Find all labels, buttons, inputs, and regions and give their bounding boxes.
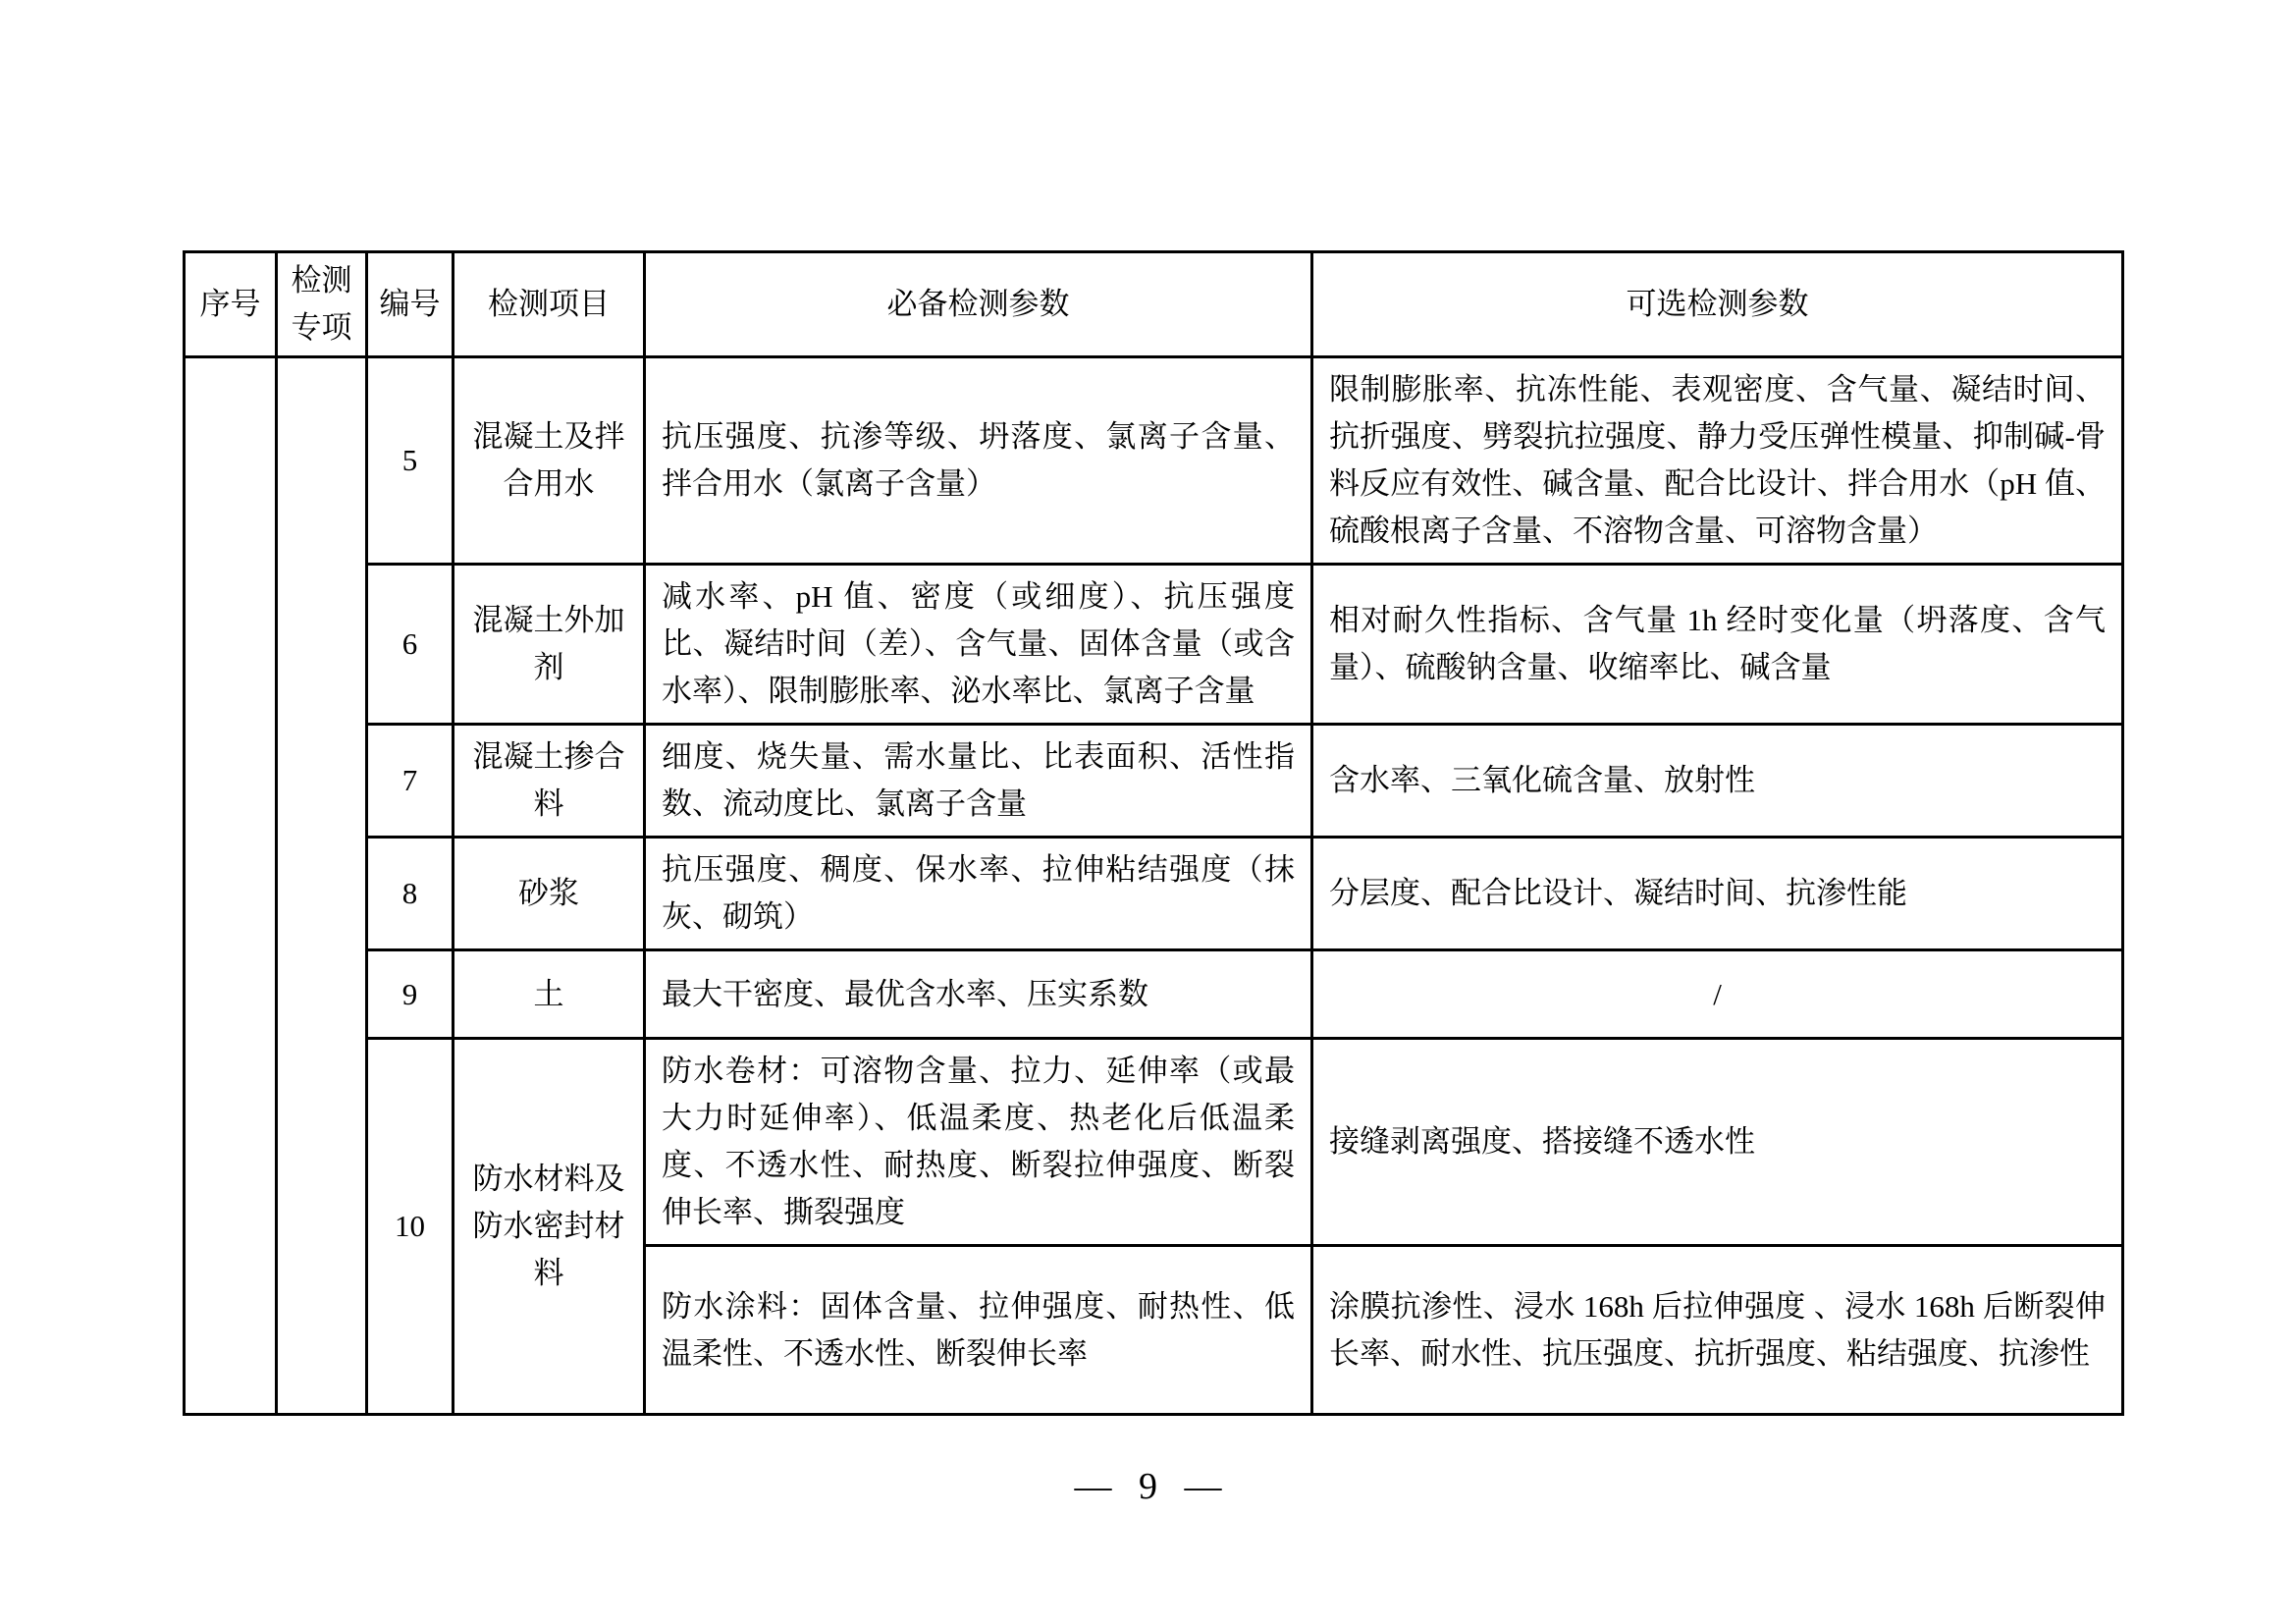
cell-item-no: 9 xyxy=(367,950,454,1039)
inspection-parameters-table xyxy=(183,250,2124,1416)
header-seq-no: 序号 xyxy=(185,252,277,357)
cell-seq-no-empty xyxy=(185,357,277,1415)
cell-optional-params: 接缝剥离强度、搭接缝不透水性 xyxy=(1312,1039,2123,1246)
table-row-7 xyxy=(185,725,2123,838)
header-required-params: 必备检测参数 xyxy=(645,252,1312,357)
cell-inspection-item: 混凝土掺合料 xyxy=(454,725,645,838)
table-row-5 xyxy=(185,357,2123,565)
cell-required-params: 最大干密度、最优含水率、压实系数 xyxy=(645,950,1312,1039)
cell-item-no: 8 xyxy=(367,838,454,950)
header-optional-params: 可选检测参数 xyxy=(1312,252,2123,357)
table-row-9 xyxy=(185,950,2123,1039)
cell-required-params: 抗压强度、稠度、保水率、拉伸粘结强度（抹灰、砌筑） xyxy=(645,838,1312,950)
cell-required-params: 防水卷材：可溶物含量、拉力、延伸率（或最大力时延伸率）、低温柔度、热老化后低温柔度、不透水性、耐热度、断裂拉伸强度、断裂伸长率、撕裂强度 xyxy=(645,1039,1312,1246)
cell-optional-params: 含水率、三氧化硫含量、放射性 xyxy=(1312,725,2123,838)
cell-item-no: 7 xyxy=(367,725,454,838)
cell-required-params: 防水涂料：固体含量、拉伸强度、耐热性、低温柔性、不透水性、断裂伸长率 xyxy=(645,1246,1312,1415)
header-item-no: 编号 xyxy=(367,252,454,357)
cell-optional-params: 涂膜抗渗性、浸水 168h 后拉伸强度 、浸水 168h 后断裂伸长率、耐水性、抗压强度、抗折强度、粘结强度、抗渗性 xyxy=(1312,1246,2123,1415)
cell-optional-params: 分层度、配合比设计、凝结时间、抗渗性能 xyxy=(1312,838,2123,950)
cell-required-params: 抗压强度、抗渗等级、坍落度、氯离子含量、拌合用水（氯离子含量） xyxy=(645,357,1312,565)
cell-required-params: 减水率、pH 值、密度（或细度）、抗压强度比、凝结时间（差）、含气量、固体含量（或含水率）、限制膨胀率、泌水率比、氯离子含量 xyxy=(645,565,1312,725)
cell-item-no: 6 xyxy=(367,565,454,725)
table-row-8 xyxy=(185,838,2123,950)
page-number: — 9 — xyxy=(1074,1466,1222,1507)
table-row-10-sub-1 xyxy=(185,1039,2123,1246)
table-row-6 xyxy=(185,565,2123,725)
cell-item-no: 10 xyxy=(367,1039,454,1415)
cell-inspection-item: 混凝土外加剂 xyxy=(454,565,645,725)
header-inspection-specialty: 检测专项 xyxy=(277,252,367,357)
cell-required-params: 细度、烧失量、需水量比、比表面积、活性指数、流动度比、氯离子含量 xyxy=(645,725,1312,838)
cell-inspection-item: 混凝土及拌合用水 xyxy=(454,357,645,565)
cell-specialty-empty xyxy=(277,357,367,1415)
header-inspection-item: 检测项目 xyxy=(454,252,645,357)
cell-optional-params: / xyxy=(1312,950,2123,1039)
cell-item-no: 5 xyxy=(367,357,454,565)
cell-optional-params: 限制膨胀率、抗冻性能、表观密度、含气量、凝结时间、抗折强度、劈裂抗拉强度、静力受压弹性模量、抑制碱-骨料反应有效性、碱含量、配合比设计、拌合用水（pH 值、硫酸根离子含量、不溶物含量、可溶物含量） xyxy=(1312,357,2123,565)
table-header-row xyxy=(185,252,2123,357)
cell-inspection-item: 砂浆 xyxy=(454,838,645,950)
cell-inspection-item: 防水材料及防水密封材料 xyxy=(454,1039,645,1415)
cell-inspection-item: 土 xyxy=(454,950,645,1039)
cell-optional-params: 相对耐久性指标、含气量 1h 经时变化量（坍落度、含气量）、硫酸钠含量、收缩率比、碱含量 xyxy=(1312,565,2123,725)
